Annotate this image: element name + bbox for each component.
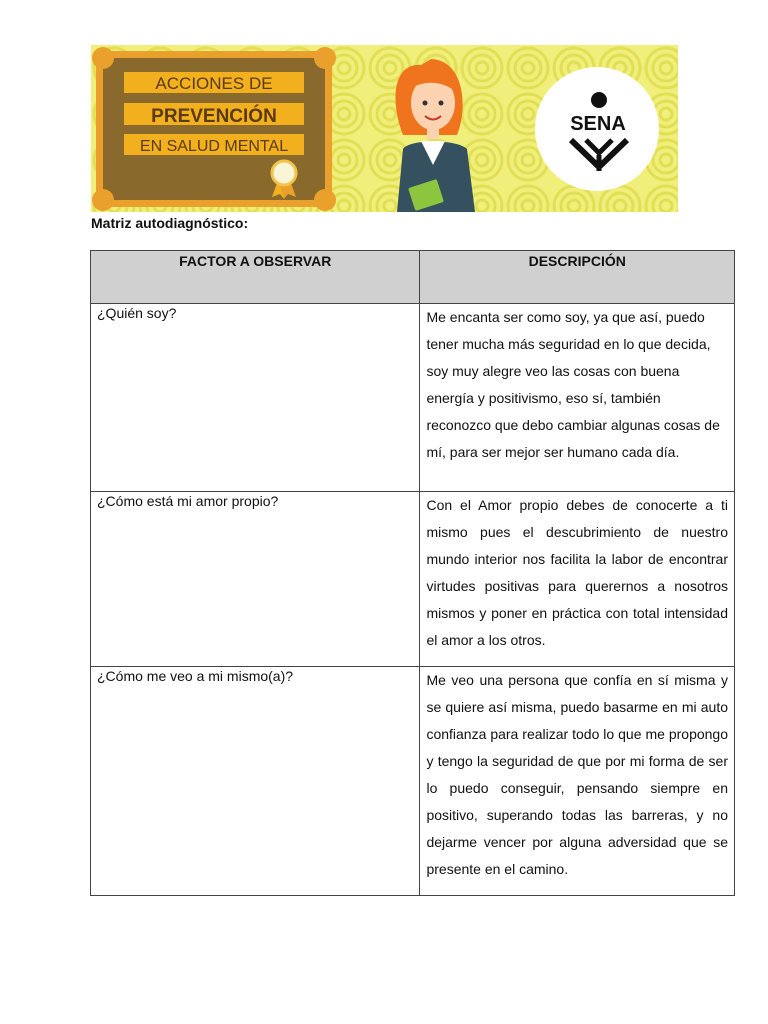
header-factor: FACTOR A OBSERVAR [91, 251, 420, 304]
page-subtitle: Matriz autodiagnóstico: [91, 215, 249, 231]
banner-line3: EN SALUD MENTAL [139, 138, 289, 155]
self-diagnosis-table [90, 250, 735, 896]
description-cell: Me veo una persona que confía en sí misma y se quiere así misma, puedo basarme en mi auto confianza para realizar todo lo que me propongo y tengo la seguridad de que por mi forma de ser lo puedo conseguir, pensando siempre en positivo, superando todas las barreras, y no dejarme vencer por alguna adversidad que se presente en el camino. [420, 667, 735, 896]
banner-line2: PREVENCIÓN [151, 106, 277, 127]
sena-logo-text: SENA [570, 113, 626, 135]
banner-line1: ACCIONES DE [155, 74, 273, 93]
medal-icon [272, 161, 296, 199]
table-row [91, 667, 735, 896]
description-cell: Con el Amor propio debes de conocerte a ti mismo pues el descubrimiento de nuestro mundo interior nos facilita la labor de encontrar virtudes positivas para querernos a nosotros mismos y poner en práctica con total intensidad el amor a los otros. [420, 492, 735, 667]
header-banner [91, 45, 678, 212]
header-description: DESCRIPCIÓN [420, 251, 735, 304]
table-row [91, 492, 735, 667]
factor-cell: ¿Quién soy? [91, 304, 420, 492]
table-row [91, 304, 735, 492]
description-cell: Me encanta ser como soy, ya que así, puedo tener mucha más seguridad en lo que decida, soy muy alegre veo las cosas con buena energía y positivismo, eso sí, también reconozco que debo cambiar algunas cosas de mí, para ser mejor ser humano cada día. [420, 304, 735, 492]
table-header-row [91, 251, 735, 304]
factor-cell: ¿Cómo me veo a mi mismo(a)? [91, 667, 420, 896]
factor-cell: ¿Cómo está mi amor propio? [91, 492, 420, 667]
title-board [92, 47, 336, 211]
